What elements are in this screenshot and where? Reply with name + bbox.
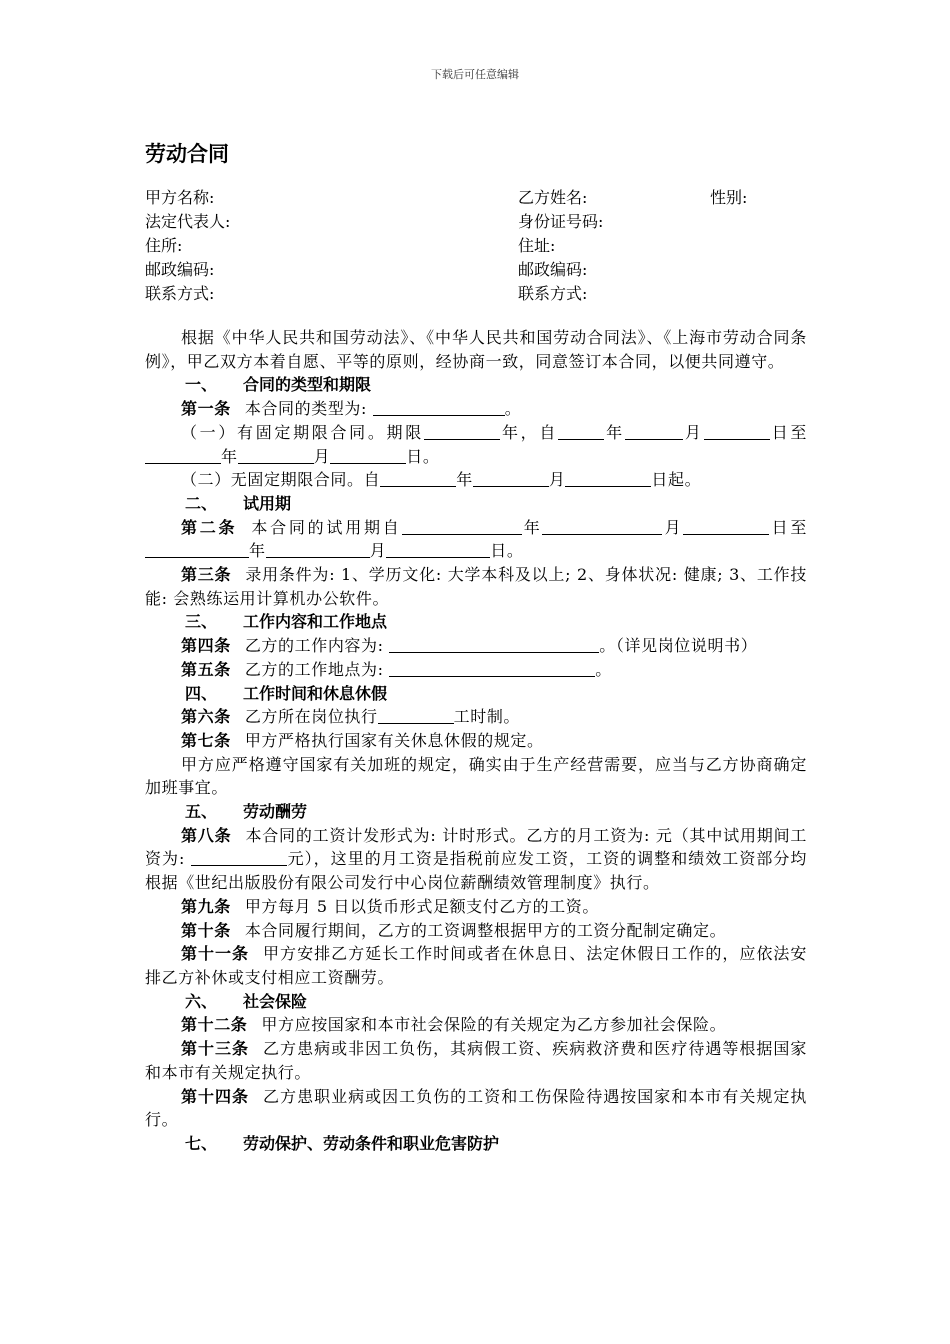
article-7-overtime: 甲方应严格遵守国家有关加班的规定，确实由于生产经营需要，应当与乙方协商确定加班事宜。 <box>145 754 807 798</box>
article-6: 第六条 乙方所在岗位执行 工时制。 <box>181 707 521 727</box>
article-8: 第八条 本合同的工资计发形式为: 计时形式。乙方的月工资为: 元（其中试用期间工资为: 元），这里的月工资是指税前应发工资，工资的调整和绩效工资部分均根据《世纪出版股份有限公司发行中心岗位薪酬绩效管理制度》执行。 <box>145 825 807 893</box>
section-3-heading: 三、 工作内容和工作地点 <box>185 612 388 632</box>
article-4: 第四条 乙方的工作内容为: 。（详见岗位说明书） <box>181 636 758 656</box>
article-9: 第九条 甲方每月 5 日以货币形式足额支付乙方的工资。 <box>181 896 599 916</box>
party-a-fields <box>145 186 230 306</box>
work-location-blank <box>389 659 595 677</box>
section-7-heading: 七、 劳动保护、劳动条件和职业危害防护 <box>185 1133 500 1153</box>
party-b-gender-label: 性别: <box>710 188 748 207</box>
party-b-postcode-label: 邮政编码: <box>518 260 588 279</box>
party-b-name-label: 乙方姓名: <box>518 188 588 207</box>
party-b-contact-label: 联系方式: <box>518 284 588 303</box>
article-12: 第十二条 甲方应按国家和本市社会保险的有关规定为乙方参加社会保险。 <box>181 1015 727 1035</box>
party-a-legal-rep-label: 法定代表人: <box>145 212 231 231</box>
article-13: 第十三条 乙方患病或非因工负伤，其病假工资、疾病救济费和医疗待遇等根据国家和本市有关规定执行。 <box>145 1039 807 1082</box>
article-14: 第十四条 乙方患职业病或因工负伤的工资和工伤保险待遇按国家和本市有关规定执行。 <box>145 1086 807 1130</box>
party-a-address-label: 住所: <box>145 236 183 255</box>
section-5-heading: 五、 劳动酬劳 <box>185 802 308 822</box>
job-content-blank <box>389 635 599 653</box>
party-b-fields <box>518 186 603 306</box>
section-6-heading: 六、 社会保险 <box>185 991 308 1011</box>
party-a-contact-label: 联系方式: <box>145 284 215 303</box>
article-7: 第七条 甲方严格执行国家有关休息休假的规定。 <box>181 730 544 750</box>
article-5: 第五条 乙方的工作地点为: 。 <box>181 659 612 679</box>
page-header: 下载后可任意编辑 <box>431 68 519 81</box>
article-2: 第二条 本合同的试用期自 年 月 日至年 月 日。 <box>145 516 807 563</box>
party-b-address-label: 住址: <box>518 236 556 255</box>
contract-type-blank <box>373 398 505 416</box>
section-1-heading: 一、 合同的类型和期限 <box>185 375 372 395</box>
probation-salary-blank <box>191 848 287 866</box>
intro-paragraph: 根据《中华人民共和国劳动法》、《中华人民共和国劳动合同法》、《上海市劳动合同条例》，甲乙双方本着自愿、平等的原则，经协商一致，同意签订本合同，以便共同遵守。 <box>145 328 807 371</box>
contract-body <box>145 326 807 1156</box>
party-a-postcode-label: 邮政编码: <box>145 260 215 279</box>
article-1-open-term: （二）无固定期限合同。自 年 月 日起。 <box>181 470 702 490</box>
article-10: 第十条 本合同履行期间，乙方的工资调整根据甲方的工资分配制定确定。 <box>181 920 727 940</box>
article-1-fixed-term: （一）有固定期限合同。期限 年，自 年 月 日至年 月 日。 <box>145 421 807 468</box>
section-2-heading: 二、 试用期 <box>185 493 292 513</box>
party-a-name-label: 甲方名称: <box>145 188 215 207</box>
article-11: 第十一条 甲方安排乙方延长工作时间或者在休息日、法定休假日工作的，应依法安排乙方补休或支付相应工资酬劳。 <box>145 944 807 987</box>
article-3: 第三条 录用条件为: 1、学历文化: 大学本科及以上; 2、身体状况: 健康; 3、工作技能: 会熟练运用计算机办公软件。 <box>145 565 807 608</box>
document-title: 劳动合同 <box>145 142 229 166</box>
section-4-heading: 四、 工作时间和休息休假 <box>185 683 388 703</box>
article-1: 第一条 本合同的类型为: 。 <box>181 399 522 419</box>
work-hours-blank <box>378 706 454 724</box>
party-b-id-label: 身份证号码: <box>518 212 604 231</box>
